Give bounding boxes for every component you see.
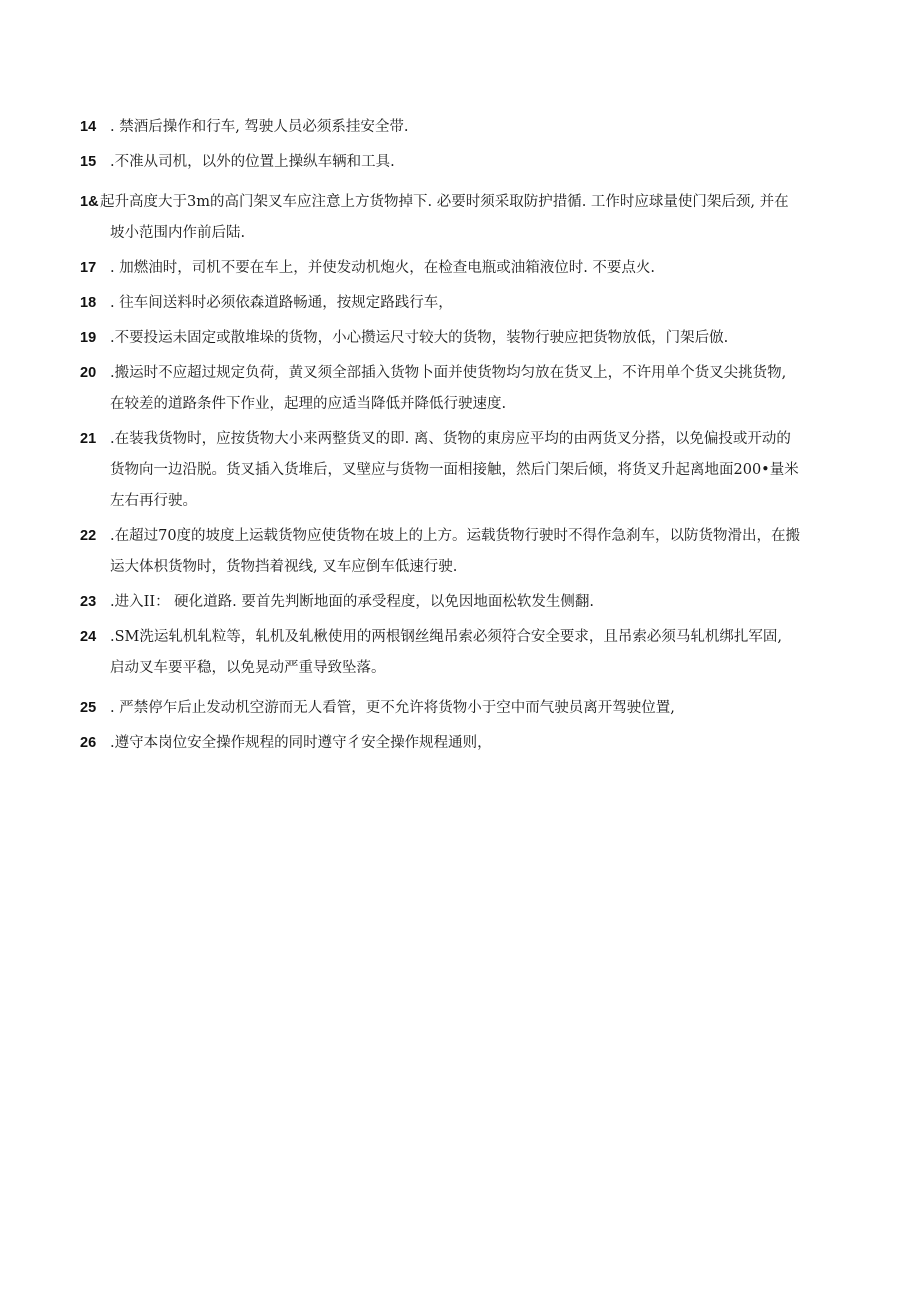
- item-number: 21: [80, 431, 97, 447]
- item-text: . 加燃油时，司机不要在车上，并使发动机炮火，在检查电瓶或油箱液位时. 不要点火.: [110, 260, 656, 276]
- list-item: [80, 112, 850, 143]
- item-text: .SM洗运轧机轧粒等，轧机及轧楸使用的两根钢丝绳吊索必须符合安全要求，且吊索必须马轧机绑扎军固, 启动叉车要平稳，以免晃动严重导致坠落。: [110, 629, 782, 676]
- item-number: 23: [80, 594, 97, 610]
- item-number: 20: [80, 365, 97, 381]
- item-number: 15: [80, 154, 97, 170]
- item-number: 22: [80, 528, 97, 544]
- list-item: [80, 187, 850, 249]
- item-text: .进入II： 硬化道路. 要首先判断地面的承受程度，以免因地面松软发生侧翻.: [110, 594, 594, 610]
- list-item: [80, 622, 850, 684]
- item-text: .遵守本岗位安全操作规程的同时遵守彳安全操作规程通则，: [110, 735, 492, 751]
- item-number: 24: [80, 629, 97, 645]
- item-text: . 往车间送料时必须依森道路畅通，按规定路践行车，: [110, 295, 453, 311]
- item-text: . 禁酒后操作和行车, 驾驶人员必须系挂安全带.: [110, 119, 409, 135]
- item-text: .在装我货物时，应按货物大小来两整货叉的即. 离、货物的東房应平均的由两货叉分搭，以免偏投或开动的 货物向一边沿脱。货叉插入货堆后，叉壁应与货物一面相接触，然后门架后倾，将货叉升起离地面200•量米 左右再行驶。: [110, 431, 799, 509]
- item-text: .不准从司机，以外的位置上操纵车辆和工具.: [110, 154, 395, 170]
- item-number: 1&: [80, 194, 99, 210]
- item-text: .搬运时不应超过规定负荷，黄叉须全部插入货物卜面并使货物均匀放在货叉上，不许用单个货叉尖挑货物, 在较差的道路条件下作业，起理的应适当降低并降低行驶速度.: [110, 365, 787, 412]
- item-text: . 严禁停乍后止发动机空游而无人看管，更不允许将货物小于空中而气驶员离开驾驶位置,: [110, 700, 675, 716]
- item-text: 起升高度大于3m的高门架叉车应注意上方货物掉下. 必要时须采取防护措循. 工作时应球量使门架后颈, 并在 坡小范围内作前后陆.: [100, 194, 789, 241]
- rules-list: [80, 112, 850, 763]
- item-number: 26: [80, 735, 97, 751]
- list-item: [80, 323, 850, 354]
- item-text: .在超过70度的坡度上运载货物应使货物在坡上的上方。运载货物行驶时不得作急刹车，以防货物滑出，在搬 运大体枳货物时，货物挡着视线, 叉车应倒车低速行驶.: [110, 528, 801, 575]
- list-item: [80, 253, 850, 284]
- item-number: 18: [80, 295, 97, 311]
- list-item: [80, 424, 850, 517]
- list-item: [80, 521, 850, 583]
- item-text: .不要投运未固定或散堆垛的货物，小心攒运尺寸较大的货物，装物行驶应把货物放低，门架后倣.: [110, 330, 729, 346]
- item-number: 25: [80, 700, 97, 716]
- list-item: [80, 587, 850, 618]
- list-item: [80, 728, 850, 759]
- item-number: 17: [80, 260, 97, 276]
- list-item: [80, 288, 850, 319]
- item-number: 14: [80, 119, 97, 135]
- list-item: [80, 147, 850, 178]
- list-item: [80, 358, 850, 420]
- item-number: 19: [80, 330, 97, 346]
- list-item: [80, 693, 850, 724]
